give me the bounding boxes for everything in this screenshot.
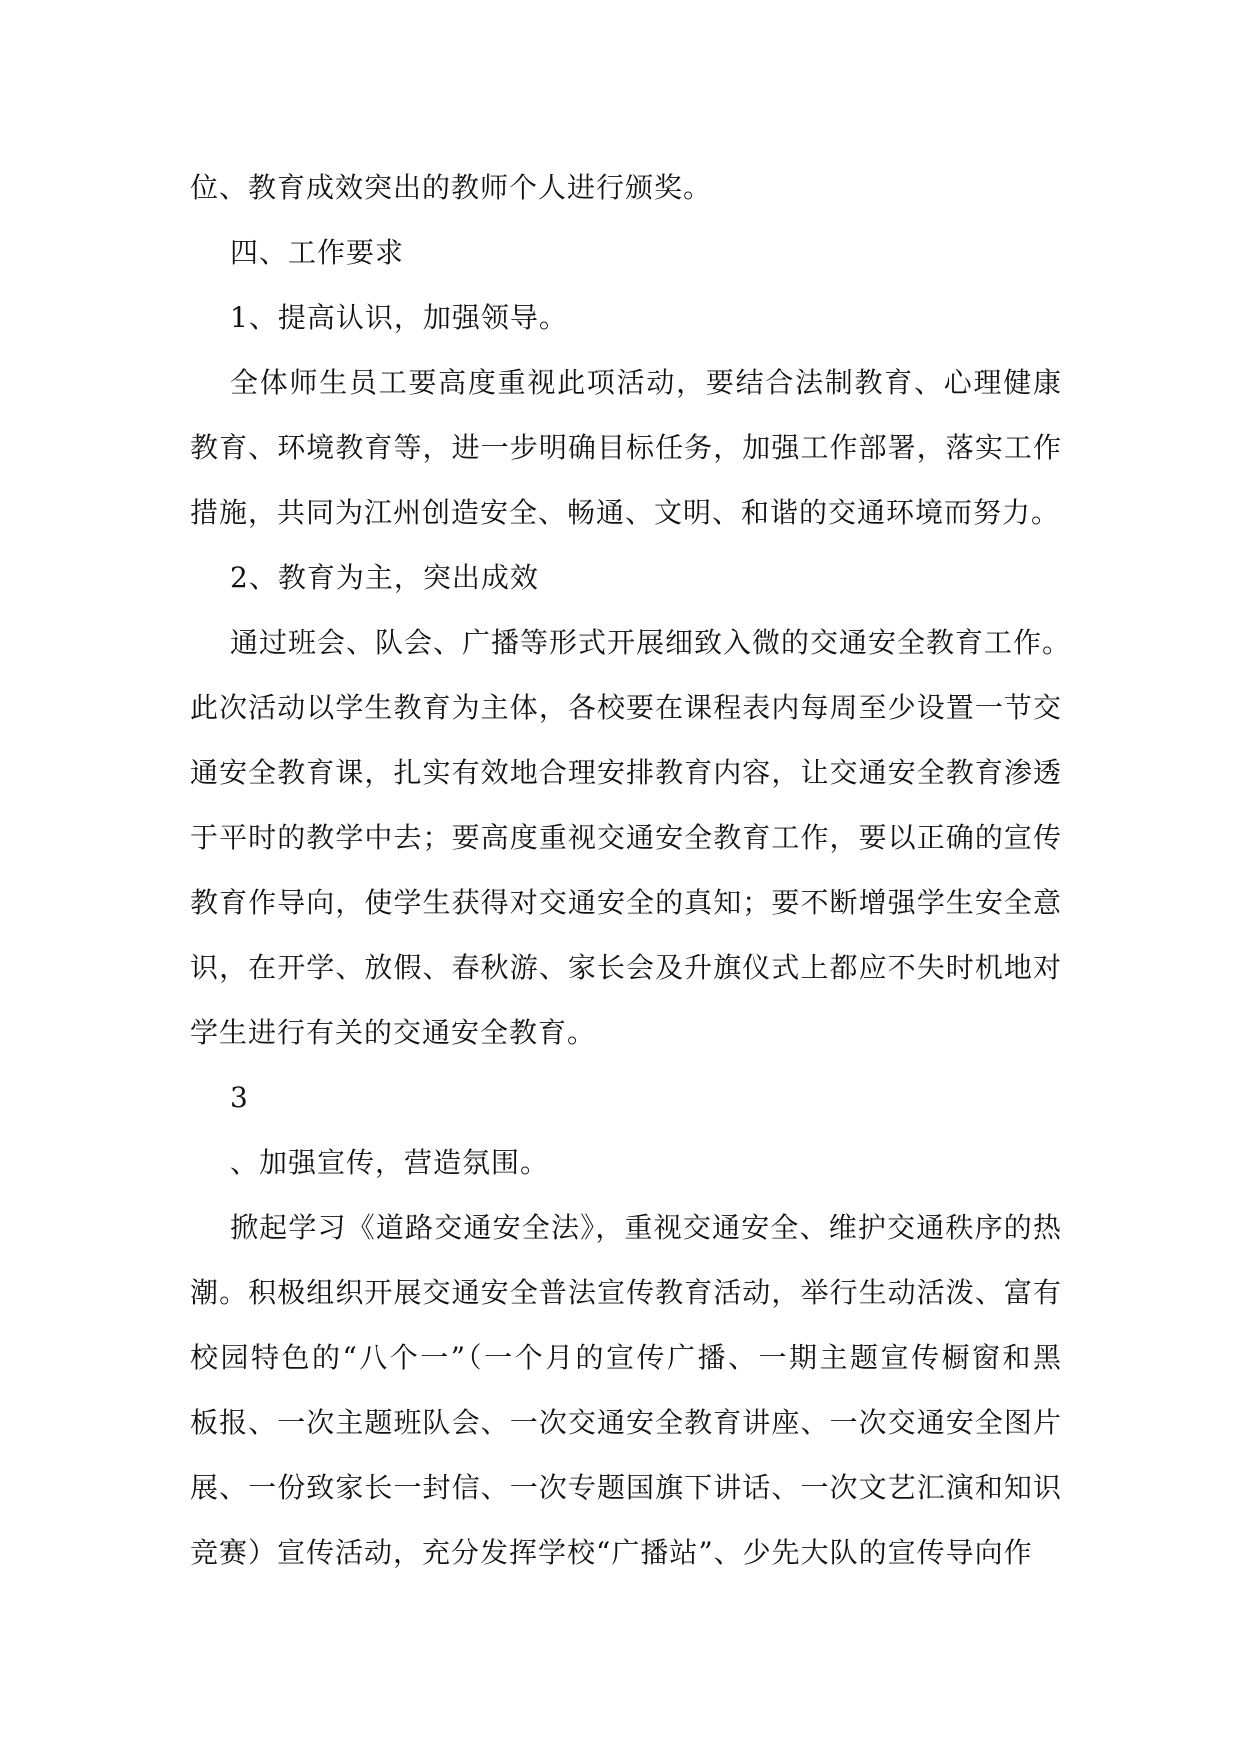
paragraph <box>190 155 1062 220</box>
text-line: 校园特色的“八个一”（一个月的宣传广播、一期主题宣传橱窗和黑 <box>190 1341 1062 1374</box>
text-line: 展、一份致家长一封信、一次专题国旗下讲话、一次文艺汇演和知识 <box>190 1471 1062 1504</box>
text-line: 2、教育为主，突出成效 <box>230 561 539 594</box>
text-line: 3 <box>230 1081 249 1114</box>
document-body <box>190 155 1072 1585</box>
paragraph <box>190 545 1062 610</box>
text-line: 掀起学习《道路交通安全法》，重视交通安全、维护交通秩序的热 <box>230 1211 1062 1244</box>
paragraph <box>190 1130 1062 1195</box>
text-line: 四、工作要求 <box>230 236 405 269</box>
text-line: 、加强宣传，营造氛围。 <box>230 1146 550 1179</box>
text-line: 识，在开学、放假、春秋游、家长会及升旗仪式上都应不失时机地对 <box>190 951 1062 984</box>
paragraph <box>190 1065 1062 1130</box>
text-line: 潮。积极组织开展交通安全普法宣传教育活动，举行生动活泼、富有 <box>190 1276 1062 1309</box>
text-line: 1、提高认识，加强领导。 <box>230 301 568 334</box>
paragraph <box>190 220 1062 285</box>
text-line: 板报、一次主题班队会、一次交通安全教育讲座、一次交通安全图片 <box>190 1406 1062 1439</box>
text-line: 教育、环境教育等，进一步明确目标任务，加强工作部署，落实工作 <box>190 431 1062 464</box>
text-line: 位、教育成效突出的教师个人进行颁奖。 <box>190 171 713 204</box>
paragraph <box>190 350 1062 545</box>
text-line: 通过班会、队会、广播等形式开展细致入微的交通安全教育工作。 <box>230 626 1072 659</box>
text-line: 竞赛）宣传活动，充分发挥学校“广播站”、少先大队的宣传导向作 <box>190 1536 1033 1569</box>
text-line: 措施，共同为江州创造安全、畅通、文明、和谐的交通环境而努力。 <box>190 496 1061 529</box>
text-line: 学生进行有关的交通安全教育。 <box>190 1016 597 1049</box>
paragraph <box>190 1195 1062 1585</box>
paragraph <box>190 610 1072 1065</box>
text-line: 此次活动以学生教育为主体，各校要在课程表内每周至少设置一节交 <box>190 691 1062 724</box>
paragraph <box>190 285 1062 350</box>
text-line: 全体师生员工要高度重视此项活动，要结合法制教育、心理健康 <box>230 366 1062 399</box>
text-line: 于平时的教学中去；要高度重视交通安全教育工作，要以正确的宣传 <box>190 821 1062 854</box>
text-line: 通安全教育课，扎实有效地合理安排教育内容，让交通安全教育渗透 <box>190 756 1062 789</box>
text-line: 教育作导向，使学生获得对交通安全的真知；要不断增强学生安全意 <box>190 886 1062 919</box>
